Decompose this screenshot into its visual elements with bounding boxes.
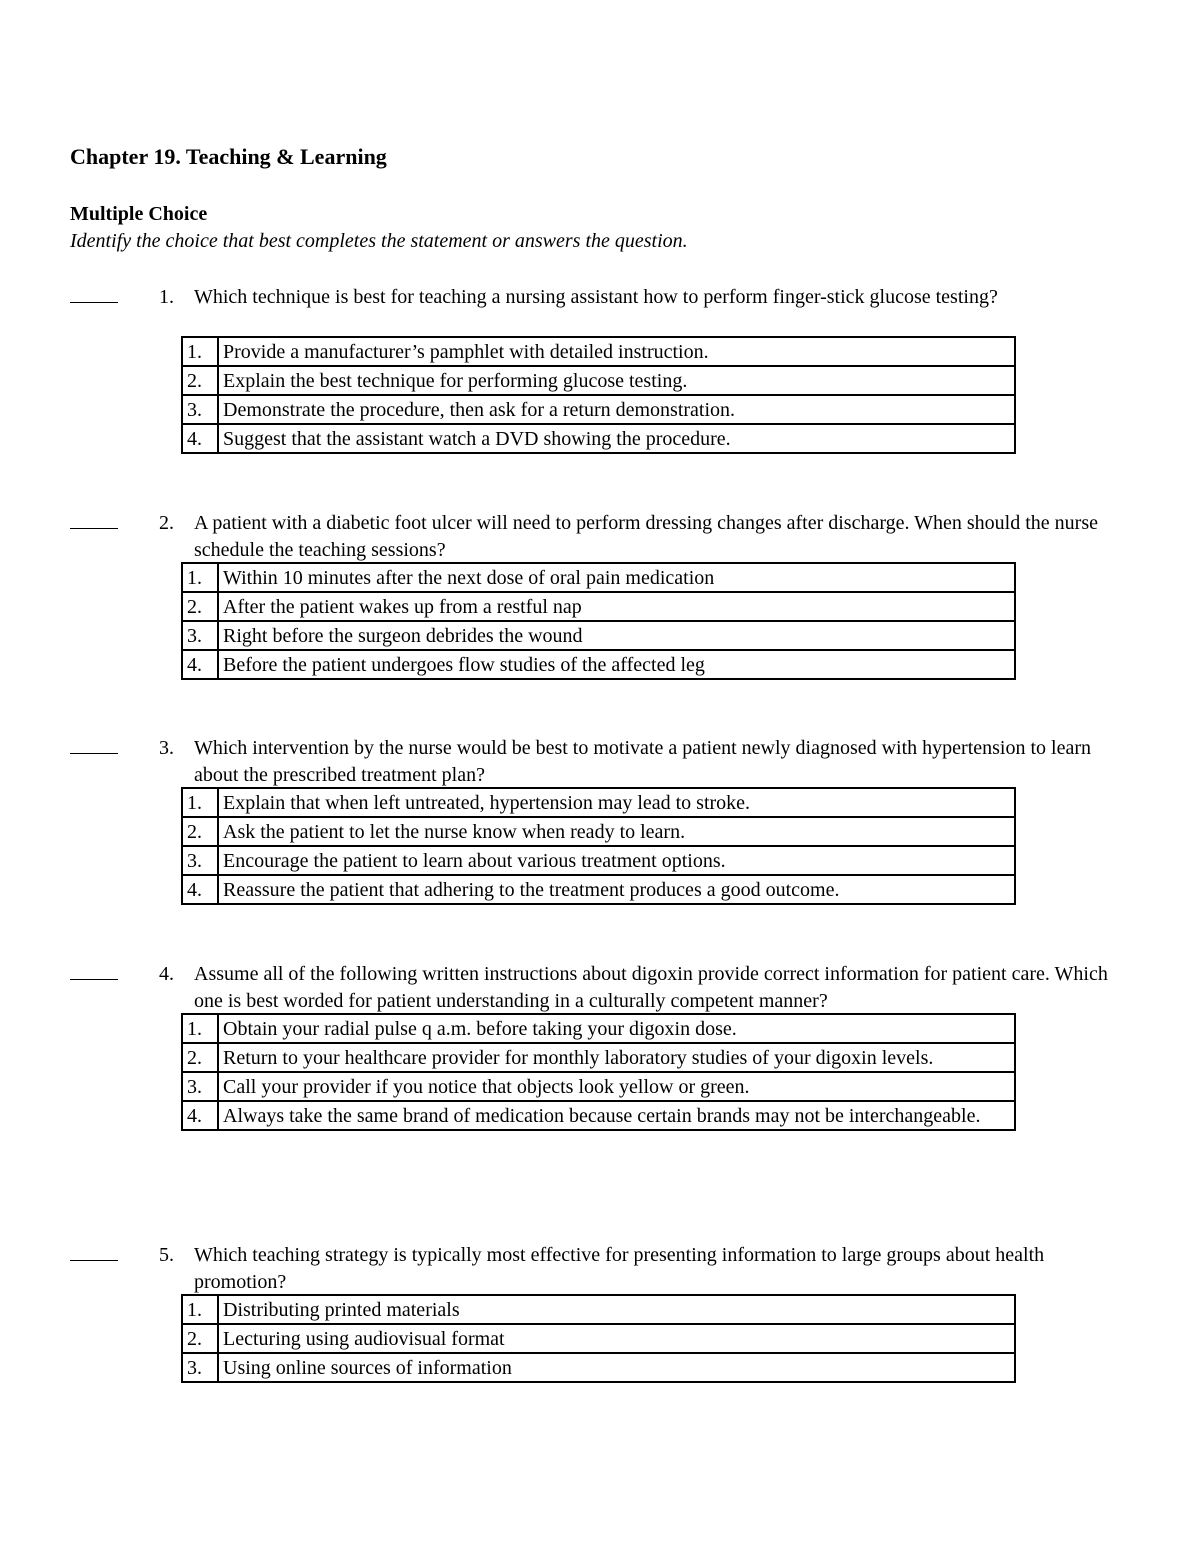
answer-blank[interactable] bbox=[70, 284, 118, 303]
choice-text: Provide a manufacturer’s pamphlet with detailed instruction. bbox=[218, 337, 1015, 366]
choice-text: Explain that when left untreated, hypertension may lead to stroke. bbox=[218, 788, 1015, 817]
choices-table bbox=[181, 1013, 1016, 1131]
question-number: 5. bbox=[159, 1244, 174, 1266]
choice-row[interactable] bbox=[182, 621, 1015, 650]
choice-row[interactable] bbox=[182, 563, 1015, 592]
choice-text: Within 10 minutes after the next dose of oral pain medication bbox=[218, 563, 1015, 592]
choice-number: 2. bbox=[182, 1043, 218, 1072]
choice-text: Demonstrate the procedure, then ask for a return demonstration. bbox=[218, 395, 1015, 424]
choice-row[interactable] bbox=[182, 1014, 1015, 1043]
choice-row[interactable] bbox=[182, 592, 1015, 621]
choice-row[interactable] bbox=[182, 1072, 1015, 1101]
choice-text: Using online sources of information bbox=[218, 1353, 1015, 1382]
choice-number: 3. bbox=[182, 621, 218, 650]
choice-number: 3. bbox=[182, 395, 218, 424]
section-heading: Multiple Choice bbox=[70, 203, 208, 225]
choice-row[interactable] bbox=[182, 1353, 1015, 1382]
choice-text: Lecturing using audiovisual format bbox=[218, 1324, 1015, 1353]
choice-number: 3. bbox=[182, 1353, 218, 1382]
choice-row[interactable] bbox=[182, 1324, 1015, 1353]
choice-row[interactable] bbox=[182, 366, 1015, 395]
question-number: 4. bbox=[159, 963, 174, 985]
choice-row[interactable] bbox=[182, 846, 1015, 875]
choice-number: 2. bbox=[182, 592, 218, 621]
choice-text: Return to your healthcare provider for monthly laboratory studies of your digoxin levels. bbox=[218, 1043, 1015, 1072]
choice-row[interactable] bbox=[182, 1101, 1015, 1130]
choice-number: 3. bbox=[182, 1072, 218, 1101]
choice-number: 1. bbox=[182, 563, 218, 592]
choice-text: Distributing printed materials bbox=[218, 1295, 1015, 1324]
choice-text: Right before the surgeon debrides the wound bbox=[218, 621, 1015, 650]
question-text: Assume all of the following written instructions about digoxin provide correct information for patient care. Which one is best worded for patient understanding in a culturally competent manner? bbox=[194, 963, 1108, 1012]
choice-row[interactable] bbox=[182, 817, 1015, 846]
question-text: Which teaching strategy is typically most effective for presenting information to large groups about health promotion? bbox=[194, 1244, 1045, 1293]
choice-text: Ask the patient to let the nurse know when ready to learn. bbox=[218, 817, 1015, 846]
choice-number: 2. bbox=[182, 1324, 218, 1353]
choice-row[interactable] bbox=[182, 875, 1015, 904]
page-title: Chapter 19. Teaching & Learning bbox=[70, 144, 387, 169]
choice-text: After the patient wakes up from a restful nap bbox=[218, 592, 1015, 621]
choice-number: 4. bbox=[182, 424, 218, 453]
answer-blank[interactable] bbox=[70, 1242, 118, 1261]
answer-blank[interactable] bbox=[70, 961, 118, 980]
question-text: A patient with a diabetic foot ulcer will need to perform dressing changes after discharge. When should the nurse schedule the teaching sessions? bbox=[194, 512, 1098, 561]
choice-text: Call your provider if you notice that objects look yellow or green. bbox=[218, 1072, 1015, 1101]
choice-row[interactable] bbox=[182, 788, 1015, 817]
choice-number: 4. bbox=[182, 1101, 218, 1130]
question-number: 2. bbox=[159, 512, 174, 534]
question-text: Which intervention by the nurse would be best to motivate a patient newly diagnosed with hypertension to learn about the prescribed treatment plan? bbox=[194, 737, 1092, 786]
choice-number: 1. bbox=[182, 1295, 218, 1324]
choice-number: 4. bbox=[182, 875, 218, 904]
choice-number: 4. bbox=[182, 650, 218, 679]
choices-table bbox=[181, 336, 1016, 454]
choice-text: Before the patient undergoes flow studies of the affected leg bbox=[218, 650, 1015, 679]
question-number: 3. bbox=[159, 737, 174, 759]
section-instructions: Identify the choice that best completes the statement or answers the question. bbox=[70, 230, 688, 252]
choice-text: Always take the same brand of medication because certain brands may not be interchangeable. bbox=[218, 1101, 1015, 1130]
choice-row[interactable] bbox=[182, 1295, 1015, 1324]
choice-text: Suggest that the assistant watch a DVD showing the procedure. bbox=[218, 424, 1015, 453]
choice-number: 1. bbox=[182, 788, 218, 817]
choice-row[interactable] bbox=[182, 424, 1015, 453]
choice-number: 1. bbox=[182, 337, 218, 366]
choice-text: Explain the best technique for performing glucose testing. bbox=[218, 366, 1015, 395]
choices-table bbox=[181, 1294, 1016, 1383]
choice-text: Encourage the patient to learn about various treatment options. bbox=[218, 846, 1015, 875]
choice-text: Obtain your radial pulse q a.m. before taking your digoxin dose. bbox=[218, 1014, 1015, 1043]
choice-number: 2. bbox=[182, 366, 218, 395]
choice-row[interactable] bbox=[182, 337, 1015, 366]
choice-number: 1. bbox=[182, 1014, 218, 1043]
question-text: Which technique is best for teaching a nursing assistant how to perform finger-stick glucose testing? bbox=[194, 286, 998, 308]
answer-blank[interactable] bbox=[70, 735, 118, 754]
choices-table bbox=[181, 787, 1016, 905]
question-number: 1. bbox=[159, 286, 174, 308]
choices-table bbox=[181, 562, 1016, 680]
answer-blank[interactable] bbox=[70, 510, 118, 529]
choice-text: Reassure the patient that adhering to the treatment produces a good outcome. bbox=[218, 875, 1015, 904]
choice-number: 3. bbox=[182, 846, 218, 875]
choice-row[interactable] bbox=[182, 395, 1015, 424]
choice-row[interactable] bbox=[182, 650, 1015, 679]
choice-row[interactable] bbox=[182, 1043, 1015, 1072]
choice-number: 2. bbox=[182, 817, 218, 846]
